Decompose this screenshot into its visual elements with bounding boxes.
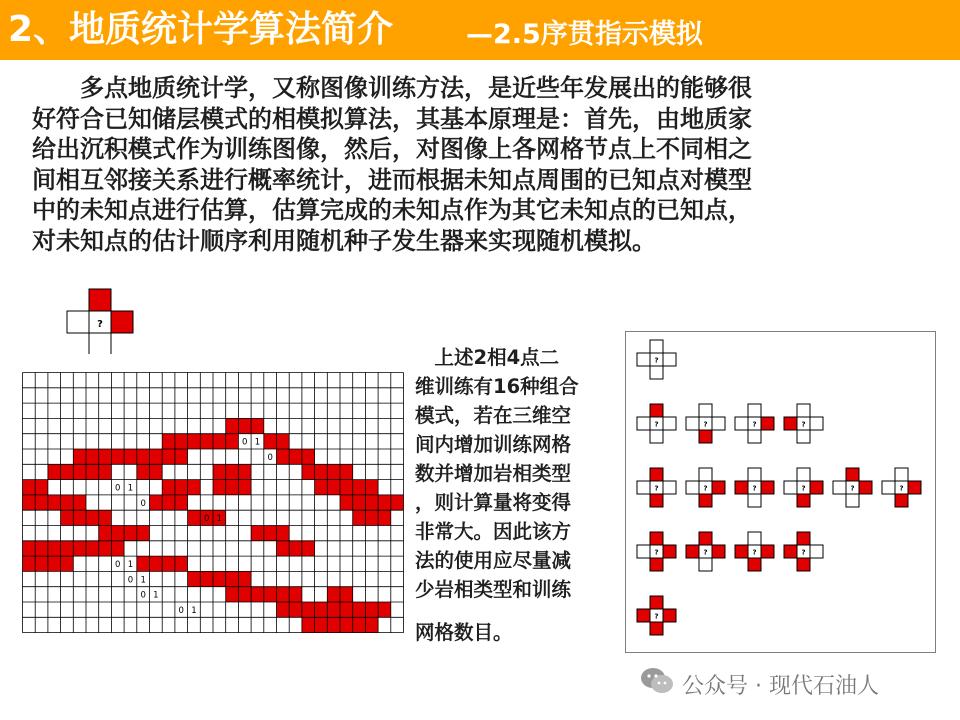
- intro-line: 给出沉积模式作为训练图像，然后，对图像上各网格节点上不同相之: [32, 135, 752, 163]
- pattern-cell-top: [650, 532, 663, 545]
- cell-label: 1: [216, 514, 223, 525]
- side-line: 网格数目。: [415, 621, 513, 644]
- pattern-cell-left: [637, 481, 650, 494]
- facies-cell-run: [23, 495, 87, 510]
- slide-title: 2、地质统计学算法简介: [8, 9, 394, 50]
- pattern-cell-bottom: [89, 333, 111, 354]
- pattern-cell-left: [67, 311, 89, 333]
- pattern-cell-bottom: [797, 494, 810, 507]
- unknown-mark: ?: [703, 420, 708, 429]
- pattern-combinations-box: [625, 331, 936, 653]
- pattern-cell-left: [882, 481, 895, 494]
- cell-label: 1: [191, 606, 197, 617]
- pattern-cell-bottom: [797, 558, 810, 571]
- pattern-cross: [637, 404, 676, 443]
- facies-cell-run: [226, 418, 264, 433]
- pattern-cell-top: [699, 404, 712, 417]
- pattern-cross: [735, 532, 774, 571]
- pattern-cross: [637, 468, 676, 507]
- pattern-cell-top: [846, 468, 859, 481]
- facies-cell-run: [48, 464, 112, 479]
- unknown-mark: ?: [801, 484, 806, 493]
- pattern-cell-right: [859, 481, 872, 494]
- pattern-cell-top: [699, 532, 712, 545]
- cell-label: 1: [127, 560, 134, 571]
- unknown-mark: ?: [899, 484, 904, 493]
- pattern-cell-left: [686, 545, 699, 558]
- facies-cell-run: [162, 480, 200, 495]
- pattern-cell-right: [663, 353, 676, 366]
- pattern-cross: [882, 468, 921, 507]
- pattern-cell-top: [797, 532, 810, 545]
- pattern-cell-right: [663, 417, 676, 430]
- unknown-mark: ?: [752, 420, 757, 429]
- cell-label: 0: [178, 606, 184, 617]
- pattern-cross: [686, 404, 725, 443]
- cell-label: 0: [115, 483, 121, 494]
- pattern-cell-top: [650, 596, 663, 609]
- cell-label: 0: [115, 560, 121, 571]
- pattern-cell-top: [699, 468, 712, 481]
- unknown-mark: ?: [703, 484, 708, 493]
- side-line: 间内增加训练网格: [415, 433, 572, 456]
- pattern-cell-right: [810, 545, 823, 558]
- cell-label: 0: [127, 575, 134, 586]
- pattern-cell-right: [761, 545, 774, 558]
- side-explanation: [415, 343, 621, 647]
- intro-line: 好符合已知储层模式的相模拟算法，其基本原理是：首先，由地质家: [32, 104, 752, 133]
- search-template-diagram: [66, 288, 138, 354]
- unknown-mark: ?: [654, 420, 659, 429]
- pattern-cell-left: [833, 481, 846, 494]
- side-line: 非常大。因此该方: [415, 520, 572, 543]
- pattern-cell-top: [89, 289, 111, 311]
- facies-cell-run: [73, 449, 187, 464]
- intro-paragraph: [32, 73, 932, 256]
- pattern-cell-bottom: [699, 494, 712, 507]
- pattern-cell-bottom: [650, 622, 663, 635]
- pattern-combinations-diagram: [626, 332, 935, 652]
- training-image-grid: [22, 372, 408, 648]
- pattern-cell-left: [784, 481, 797, 494]
- pattern-cross: [784, 404, 823, 443]
- cell-label: 0: [242, 437, 248, 448]
- wechat-icon: [640, 667, 674, 701]
- unknown-mark: ?: [752, 548, 757, 557]
- unknown-mark: ?: [654, 484, 659, 493]
- cell-label: 0: [140, 498, 146, 509]
- pattern-cell-left: [735, 545, 748, 558]
- pattern-cell-top: [797, 468, 810, 481]
- pattern-cell-top: [748, 468, 761, 481]
- unknown-mark: ?: [654, 548, 659, 557]
- pattern-cell-top: [895, 468, 908, 481]
- pattern-cell-top: [650, 404, 663, 417]
- facies-cell-run: [277, 541, 315, 556]
- unknown-mark: ?: [654, 612, 659, 621]
- unknown-mark: ?: [703, 548, 708, 557]
- cell-label: 1: [153, 590, 159, 601]
- facies-cell-run: [340, 495, 404, 510]
- facies-cell-run: [353, 510, 391, 525]
- intro-line: 间相互邻接关系进行概率统计，进而根据未知点周围的已知点对模型: [32, 165, 752, 194]
- pattern-cross: [833, 468, 872, 507]
- pattern-cross: [784, 532, 823, 571]
- pattern-cell-bottom: [699, 558, 712, 571]
- facies-cell-run: [150, 495, 188, 510]
- pattern-cell-top: [748, 404, 761, 417]
- pattern-cell-left: [735, 417, 748, 430]
- facies-cell-run: [315, 480, 379, 495]
- cell-label: 0: [140, 590, 146, 601]
- pattern-cell-bottom: [748, 494, 761, 507]
- unknown-mark: ?: [801, 548, 806, 557]
- facies-cell-run: [213, 480, 251, 495]
- pattern-cell-bottom: [650, 430, 663, 443]
- cell-label: 1: [140, 575, 146, 586]
- pattern-cell-left: [784, 417, 797, 430]
- pattern-cell-bottom: [748, 558, 761, 571]
- facies-cell-run: [277, 449, 315, 464]
- title-bar: [0, 0, 960, 60]
- unknown-mark: ?: [97, 318, 103, 330]
- pattern-cell-top: [797, 404, 810, 417]
- pattern-cell-right: [810, 417, 823, 430]
- pattern-cell-left: [637, 545, 650, 558]
- pattern-cross: [686, 468, 725, 507]
- cell-label: 1: [127, 483, 134, 494]
- pattern-cross: [637, 340, 676, 379]
- pattern-cell-right: [712, 545, 725, 558]
- intro-line: 中的未知点进行估算，估算完成的未知点作为其它未知点的已知点，: [32, 196, 752, 224]
- pattern-cell-right: [908, 481, 921, 494]
- template-cross: [67, 289, 133, 354]
- pattern-cell-left: [686, 481, 699, 494]
- pattern-cell-top: [650, 340, 663, 353]
- facies-cell-run: [277, 602, 391, 617]
- slide-subtitle: —2.5序贯指示模拟: [466, 19, 703, 50]
- watermark-text: 公众号 · 现代石油人: [682, 673, 879, 699]
- cell-label: 0: [203, 514, 210, 525]
- pattern-cell-left: [686, 417, 699, 430]
- pattern-cell-left: [784, 545, 797, 558]
- pattern-cell-right: [761, 481, 774, 494]
- intro-line: 对未知点的估计顺序利用随机种子发生器来实现随机模拟。: [32, 226, 656, 255]
- pattern-cell-right: [810, 481, 823, 494]
- pattern-cross: [735, 404, 774, 443]
- pattern-cell-right: [663, 481, 676, 494]
- unknown-mark: ?: [752, 484, 757, 493]
- pattern-cell-right: [712, 481, 725, 494]
- pattern-cell-bottom: [650, 494, 663, 507]
- side-line: 模式，若在三维空: [415, 404, 572, 427]
- pattern-cell-bottom: [699, 430, 712, 443]
- pattern-cell-right: [712, 417, 725, 430]
- pattern-cell-left: [735, 481, 748, 494]
- side-line: 少岩相类型和训练: [415, 578, 572, 601]
- pattern-cell-bottom: [895, 494, 908, 507]
- side-line: 数并增加岩相类型: [415, 462, 572, 485]
- pattern-cell-bottom: [748, 430, 761, 443]
- facies-cell-run: [213, 464, 251, 479]
- unknown-mark: ?: [801, 420, 806, 429]
- pattern-cell-bottom: [846, 494, 859, 507]
- pattern-cell-left: [637, 353, 650, 366]
- pattern-cross: [637, 532, 676, 571]
- cell-label: 1: [254, 437, 261, 448]
- side-line: 维训练有16种组合: [415, 375, 579, 398]
- unknown-mark: ?: [654, 356, 659, 365]
- unknown-mark: ?: [850, 484, 855, 493]
- pattern-cross: [735, 468, 774, 507]
- side-line: 法的使用应尽量减: [415, 549, 572, 572]
- pattern-cross: [637, 596, 676, 635]
- facies-cell-run: [251, 526, 289, 541]
- pattern-cell-right: [111, 311, 133, 333]
- pattern-cell-bottom: [797, 430, 810, 443]
- pattern-cell-right: [761, 417, 774, 430]
- intro-line: 多点地质统计学，又称图像训练方法，是近些年发展出的能够很: [32, 74, 752, 102]
- facies-cell-run: [188, 571, 252, 586]
- cell-label: 0: [267, 453, 273, 464]
- side-line: ，则计算量将变得: [415, 491, 572, 514]
- watermark: [640, 664, 879, 704]
- pattern-cell-right: [663, 609, 676, 622]
- pattern-cross: [686, 532, 725, 571]
- pattern-cell-bottom: [650, 558, 663, 571]
- pattern-cell-left: [637, 609, 650, 622]
- pattern-cell-right: [663, 545, 676, 558]
- pattern-cell-top: [650, 468, 663, 481]
- pattern-cell-left: [637, 417, 650, 430]
- pattern-cell-bottom: [650, 366, 663, 379]
- pattern-cross: [784, 468, 823, 507]
- pattern-cell-top: [748, 532, 761, 545]
- side-line: 上述2相4点二: [415, 346, 560, 369]
